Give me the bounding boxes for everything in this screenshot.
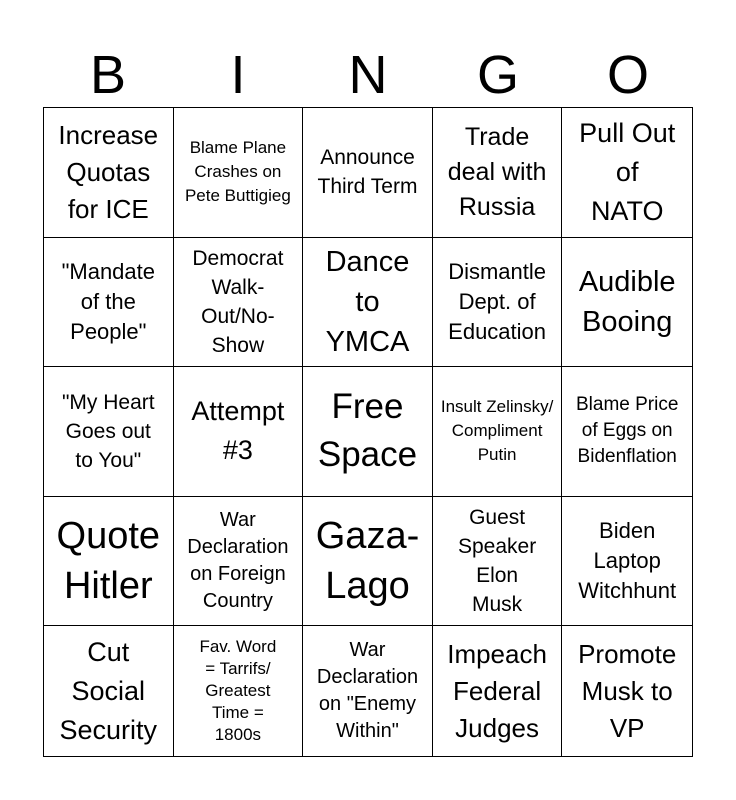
cell-text: "My Heart Goes out to You" xyxy=(61,390,155,472)
cell-text: Dance to YMCA xyxy=(325,245,410,358)
bingo-cell[interactable] xyxy=(303,497,433,627)
cell-text: Blame Plane Crashes on Pete Buttigieg xyxy=(184,138,291,206)
bingo-grid xyxy=(43,107,693,757)
cell-text: Biden Laptop Witchhunt xyxy=(578,518,677,604)
bingo-header xyxy=(43,44,693,106)
header-letter-i: I xyxy=(230,45,246,105)
header-letter-n: N xyxy=(348,45,388,105)
cell-text: Pull Out of NATO xyxy=(579,117,676,226)
cell-text: Cut Social Security xyxy=(59,636,158,745)
cell-text: Fav. Word = Tarrifs/ Greatest Time = 1800s xyxy=(199,637,277,745)
bingo-cell[interactable] xyxy=(433,108,563,238)
bingo-cell[interactable] xyxy=(44,238,174,368)
bingo-cell[interactable] xyxy=(44,108,174,238)
cell-text: War Declaration on Foreign Country xyxy=(187,509,289,613)
header-letter-o: O xyxy=(606,45,649,105)
cell-text: Free Space xyxy=(317,387,418,475)
cell-text: Impeach Federal Judges xyxy=(447,638,547,743)
bingo-cell[interactable] xyxy=(44,367,174,497)
cell-text: Dismantle Dept. of Education xyxy=(448,258,547,344)
cell-text: Increase Quotas for ICE xyxy=(58,119,159,224)
bingo-cell[interactable] xyxy=(433,367,563,497)
bingo-cell[interactable] xyxy=(562,626,692,756)
cell-text: Quote Hitler xyxy=(56,515,161,608)
bingo-cell[interactable] xyxy=(303,238,433,368)
cell-text: Blame Price of Eggs on Bidenflation xyxy=(575,394,679,468)
bingo-cell[interactable] xyxy=(44,626,174,756)
bingo-cell[interactable] xyxy=(44,497,174,627)
bingo-cell[interactable] xyxy=(174,626,304,756)
bingo-cell[interactable] xyxy=(303,626,433,756)
bingo-cell[interactable] xyxy=(433,497,563,627)
bingo-cell[interactable] xyxy=(174,497,304,627)
header-letter-g: G xyxy=(476,45,519,105)
header-letter-b: B xyxy=(89,45,127,105)
cell-text: Trade deal with Russia xyxy=(447,122,547,221)
cell-text: War Declaration on "Enemy Within" xyxy=(316,639,419,743)
bingo-cell[interactable] xyxy=(562,108,692,238)
cell-text: Gaza-Lago xyxy=(315,515,420,608)
bingo-cell[interactable] xyxy=(174,367,304,497)
cell-text: Promote Musk to VP xyxy=(578,638,677,743)
cell-text: Guest Speaker Elon Musk xyxy=(457,506,537,617)
bingo-cell[interactable] xyxy=(174,238,304,368)
bingo-cell[interactable] xyxy=(303,367,433,497)
bingo-cell[interactable] xyxy=(433,626,563,756)
bingo-cell[interactable] xyxy=(562,367,692,497)
bingo-cell[interactable] xyxy=(303,108,433,238)
cell-text: Audible Booing xyxy=(578,265,676,338)
bingo-cell[interactable] xyxy=(562,497,692,627)
bingo-cell[interactable] xyxy=(174,108,304,238)
cell-text: "Mandate of the People" xyxy=(61,258,156,344)
cell-text: Democrat Walk-Out/No-Show xyxy=(192,246,284,357)
cell-text: Insult Zelinsky/ Compliment Putin xyxy=(440,397,554,465)
cell-text: Announce Third Term xyxy=(317,146,418,199)
bingo-cell[interactable] xyxy=(562,238,692,368)
bingo-cell[interactable] xyxy=(433,238,563,368)
cell-text: Attempt #3 xyxy=(191,396,285,466)
